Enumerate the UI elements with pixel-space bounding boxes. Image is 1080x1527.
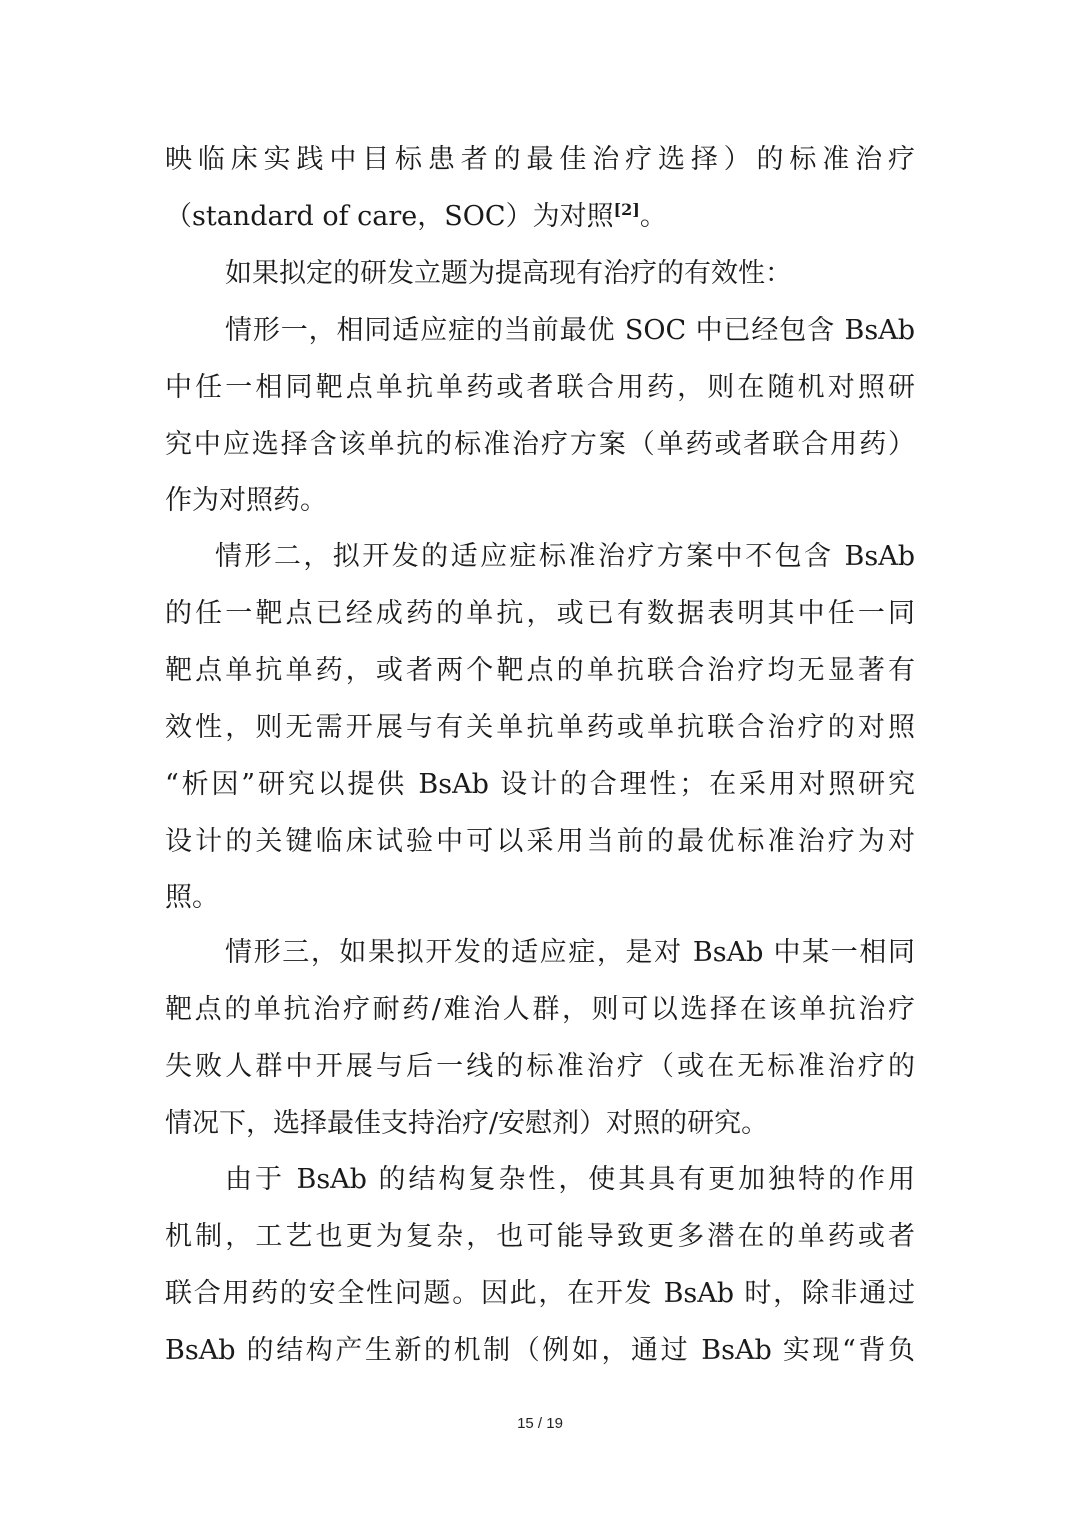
text-line-16: 靶点的单抗治疗耐药/难治人群，则可以选择在该单抗治疗 [165,994,915,1025]
text-line-21: 联合用药的安全性问题。因此，在开发 BsAb 时，除非通过 [165,1278,915,1309]
text-line-6: 究中应选择含该单抗的标准治疗方案（单药或者联合用药） [165,429,915,460]
text-line-15: 情形三，如果拟开发的适应症，是对 BsAb 中某一相同 [225,937,915,968]
text-line-4: 情形一，相同适应症的当前最优 SOC 中已经包含 BsAb [225,315,915,346]
text-line-18: 情况下，选择最佳支持治疗/安慰剂）对照的研究。 [165,1108,769,1139]
text-line-17: 失败人群中开展与后一线的标准治疗（或在无标准治疗的 [165,1051,915,1082]
text-line-2 [165,197,667,237]
text-line-10: 靶点单抗单药，或者两个靶点的单抗联合治疗均无显著有 [165,655,915,686]
text-line-22: BsAb 的结构产生新的机制（例如，通过 BsAb 实现“背负 [165,1335,915,1366]
page-number: 15 / 19 [517,1415,563,1432]
text-line-1: 映临床实践中目标患者的最佳治疗选择）的标准治疗 [165,144,915,175]
text-line-2-main: （standard of care，SOC）为对照 [165,201,614,232]
text-line-7: 作为对照药。 [165,485,327,516]
text-line-8: 情形二，拟开发的适应症标准治疗方案中不包含 BsAb [215,541,915,572]
text-line-12: “析因”研究以提供 BsAb 设计的合理性；在采用对照研究 [165,769,915,800]
text-line-14: 照。 [165,882,219,913]
text-line-9: 的任一靶点已经成药的单抗，或已有数据表明其中任一同 [165,598,915,629]
citation-marker: [2] [613,200,640,219]
text-line-11: 效性，则无需开展与有关单抗单药或单抗联合治疗的对照 [165,712,915,743]
text-line-20: 机制，工艺也更为复杂，也可能导致更多潜在的单药或者 [165,1221,915,1252]
text-line-2-suffix: 。 [639,201,667,232]
text-line-13: 设计的关键临床试验中可以采用当前的最优标准治疗为对 [165,826,915,857]
text-line-3: 如果拟定的研发立题为提高现有治疗的有效性： [225,258,792,289]
text-line-19: 由于 BsAb 的结构复杂性，使其具有更加独特的作用 [225,1164,915,1195]
text-line-5: 中任一相同靶点单抗单药或者联合用药，则在随机对照研 [165,372,915,403]
